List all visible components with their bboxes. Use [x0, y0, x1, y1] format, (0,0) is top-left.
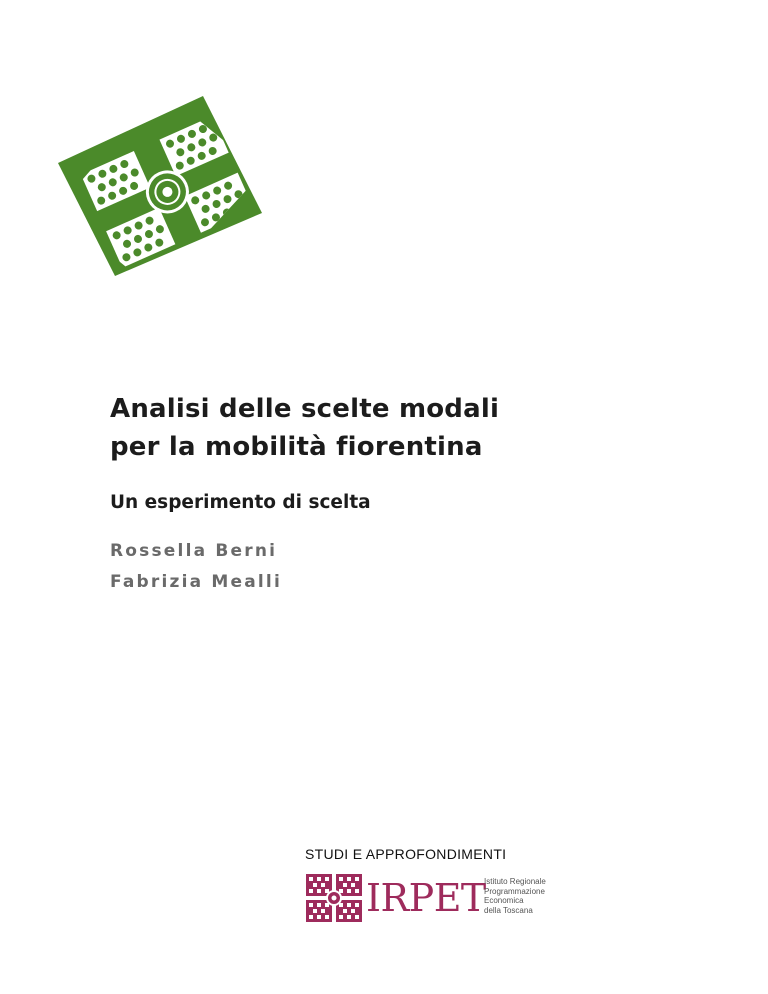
publisher-desc-line: Economica — [484, 896, 524, 906]
publisher-wordmark: IRPET — [366, 876, 486, 920]
author-1: Rossella Berni — [110, 541, 278, 561]
subtitle: Un esperimento di scelta — [110, 492, 371, 513]
publisher-description — [484, 877, 546, 915]
authors — [110, 536, 282, 598]
title-block — [110, 390, 670, 466]
publisher-logo — [306, 874, 546, 926]
publisher-desc-line: Istituto Regionale — [484, 877, 546, 886]
title-line-1: Analisi delle scelte modali — [110, 394, 500, 424]
irpet-mark-icon — [306, 874, 362, 922]
title-line-2: per la mobilità fiorentina — [110, 432, 483, 462]
publisher-desc-line: della Toscana — [484, 905, 533, 915]
series-label: STUDI E APPROFONDIMENTI — [305, 846, 507, 862]
publisher-desc-line: Programmazione — [484, 886, 545, 896]
garden-emblem-icon — [57, 96, 263, 276]
author-2: Fabrizia Mealli — [110, 572, 282, 592]
